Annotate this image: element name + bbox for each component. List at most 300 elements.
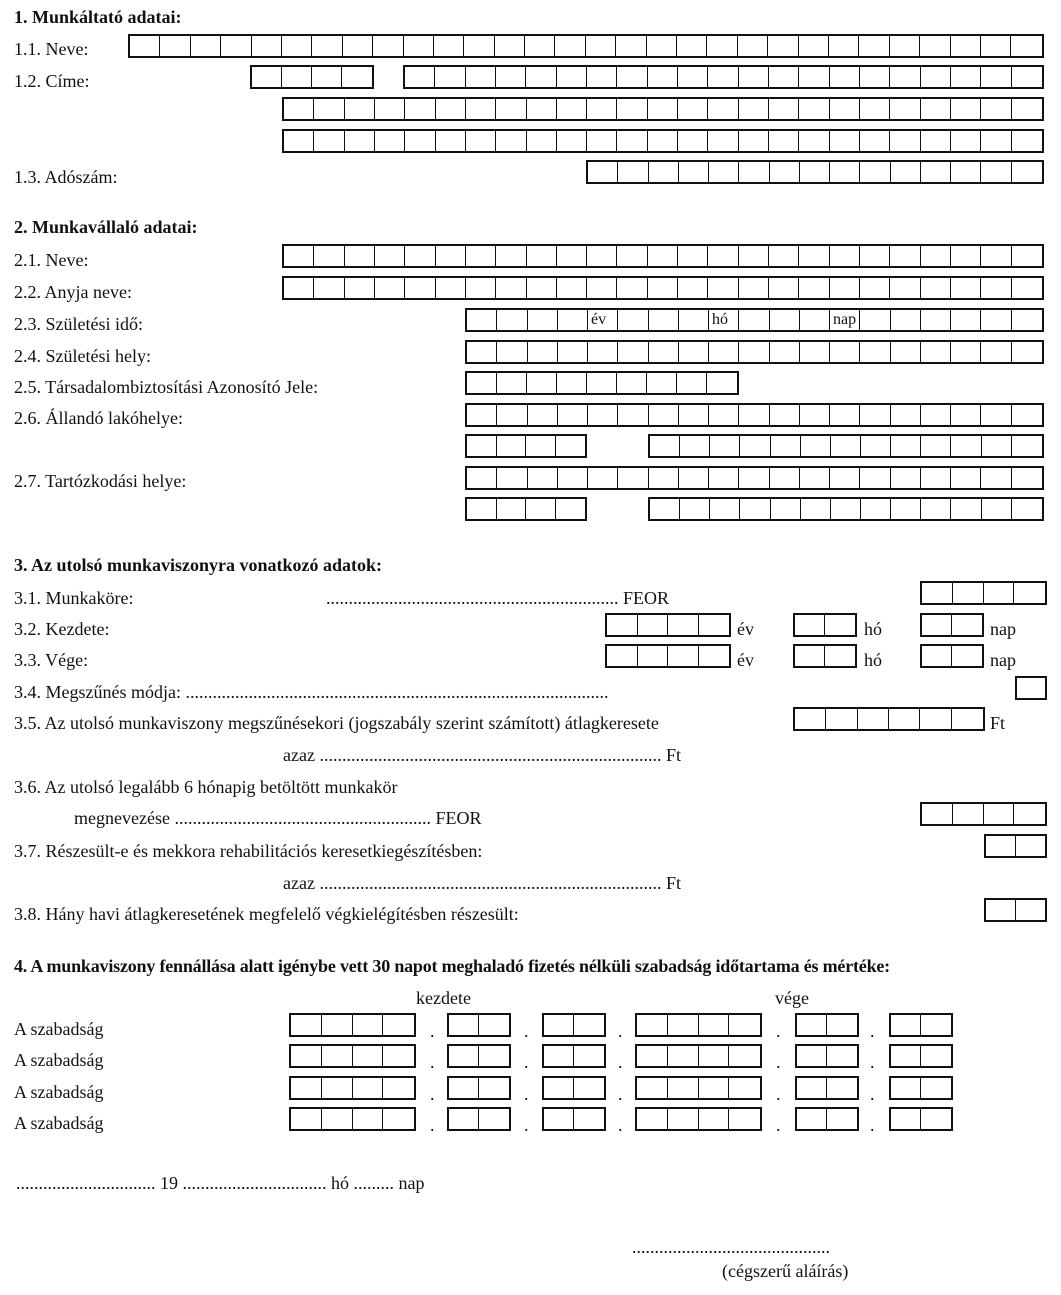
input-box[interactable] [322, 1078, 353, 1098]
input-box[interactable] [729, 1078, 760, 1098]
input-box[interactable] [860, 131, 890, 151]
input-box[interactable] [825, 646, 855, 666]
input-box[interactable] [769, 99, 799, 119]
input-box[interactable] [557, 99, 587, 119]
input-box[interactable] [464, 36, 494, 56]
input-box[interactable] [981, 310, 1011, 330]
input-box[interactable] [617, 246, 647, 266]
input-box[interactable] [637, 1046, 668, 1066]
input-box[interactable] [699, 1046, 730, 1066]
input-box[interactable] [770, 405, 800, 425]
input-box[interactable] [739, 67, 769, 87]
input-box[interactable] [528, 342, 558, 362]
input-box[interactable] [322, 1109, 353, 1129]
input-box[interactable] [466, 278, 496, 298]
rehab-words-line[interactable]: azaz ............................................................................ Ft [283, 873, 681, 893]
input-box[interactable] [891, 499, 921, 519]
six-month-job-line[interactable]: megnevezése ......................................................... FEOR [74, 808, 482, 828]
input-box[interactable] [497, 436, 527, 456]
input-box[interactable] [405, 131, 435, 151]
input-box[interactable] [252, 36, 282, 56]
taj-boxes[interactable] [465, 371, 739, 395]
input-box[interactable] [526, 499, 556, 519]
input-box[interactable] [160, 36, 190, 56]
input-box[interactable] [921, 310, 951, 330]
input-box[interactable] [709, 342, 739, 362]
input-box[interactable] [860, 99, 890, 119]
input-box[interactable] [922, 615, 952, 635]
input-box[interactable] [291, 1046, 322, 1066]
input-box[interactable] [649, 468, 679, 488]
input-box[interactable] [467, 373, 497, 393]
input-box[interactable] [801, 499, 831, 519]
input-box[interactable] [921, 436, 951, 456]
input-box[interactable] [699, 615, 730, 635]
input-box[interactable] [588, 405, 618, 425]
input-box[interactable] [353, 1015, 384, 1035]
input-box[interactable] [345, 99, 375, 119]
input-box[interactable] [771, 499, 801, 519]
input-box[interactable] [449, 1109, 479, 1129]
input-box[interactable] [525, 36, 555, 56]
input-box[interactable] [891, 1109, 921, 1129]
input-box[interactable] [405, 278, 435, 298]
input-box[interactable] [830, 246, 860, 266]
input-box[interactable] [618, 342, 648, 362]
avg-earnings-boxes[interactable] [793, 707, 985, 731]
input-box[interactable] [1012, 131, 1042, 151]
input-box[interactable] [528, 468, 558, 488]
input-box[interactable] [768, 36, 798, 56]
input-box[interactable] [795, 646, 825, 666]
input-box[interactable] [981, 342, 1011, 362]
input-box[interactable] [527, 373, 557, 393]
input-box[interactable] [497, 310, 527, 330]
input-box[interactable] [769, 131, 799, 151]
input-box[interactable] [951, 36, 981, 56]
input-box[interactable] [668, 1015, 699, 1035]
leave-start-year-boxes[interactable] [289, 1044, 416, 1068]
input-box[interactable] [587, 373, 617, 393]
input-box[interactable] [1012, 342, 1042, 362]
input-box[interactable] [618, 162, 648, 182]
employer-street-boxes[interactable] [282, 97, 1044, 121]
input-box[interactable] [921, 246, 951, 266]
input-box[interactable] [921, 468, 951, 488]
input-box[interactable] [860, 310, 890, 330]
input-box[interactable] [678, 67, 708, 87]
input-box[interactable] [1012, 499, 1042, 519]
input-box[interactable] [467, 405, 497, 425]
input-box[interactable] [375, 131, 405, 151]
input-box[interactable] [345, 278, 375, 298]
input-box[interactable] [555, 36, 585, 56]
input-box[interactable] [436, 278, 466, 298]
input-box[interactable] [921, 405, 951, 425]
input-box[interactable] [587, 99, 617, 119]
input-box[interactable] [291, 1015, 322, 1035]
start-month-boxes[interactable] [793, 613, 857, 637]
input-box[interactable] [479, 1015, 509, 1035]
input-box[interactable] [558, 468, 588, 488]
input-box[interactable] [830, 162, 860, 182]
input-box[interactable] [861, 436, 891, 456]
input-box[interactable] [617, 99, 647, 119]
input-box[interactable] [739, 99, 769, 119]
input-box[interactable] [891, 1015, 921, 1035]
input-box[interactable] [648, 99, 678, 119]
input-box[interactable] [861, 499, 891, 519]
temporary-city-boxes[interactable] [648, 497, 1044, 521]
input-box[interactable] [951, 67, 981, 87]
input-box[interactable] [739, 278, 769, 298]
input-box[interactable] [795, 709, 826, 729]
temporary-zip-boxes[interactable] [465, 497, 587, 521]
input-box[interactable] [699, 1078, 730, 1098]
end-day-boxes[interactable] [920, 644, 984, 668]
input-box[interactable] [479, 1109, 509, 1129]
input-box[interactable] [830, 99, 860, 119]
input-box[interactable] [951, 310, 981, 330]
input-box[interactable] [921, 162, 951, 182]
input-box[interactable] [953, 804, 984, 824]
input-box[interactable] [984, 804, 1015, 824]
input-box[interactable] [799, 278, 829, 298]
input-box[interactable] [710, 436, 740, 456]
box-caption[interactable]: hó [709, 310, 739, 330]
six-month-feor-boxes[interactable] [920, 802, 1047, 826]
input-box[interactable] [649, 310, 679, 330]
input-box[interactable] [799, 131, 829, 151]
input-box[interactable] [1012, 278, 1042, 298]
input-box[interactable] [1016, 900, 1046, 920]
input-box[interactable] [467, 436, 497, 456]
input-box[interactable] [618, 405, 648, 425]
input-box[interactable] [650, 499, 680, 519]
input-box[interactable] [891, 468, 921, 488]
leave-end-month-boxes[interactable] [795, 1076, 859, 1100]
input-box[interactable] [497, 405, 527, 425]
input-box[interactable] [986, 900, 1016, 920]
input-box[interactable] [890, 246, 920, 266]
input-box[interactable] [375, 99, 405, 119]
input-box[interactable] [981, 36, 1011, 56]
input-box[interactable] [860, 468, 890, 488]
leave-end-day-boxes[interactable] [889, 1107, 953, 1131]
tax-number-boxes[interactable] [586, 160, 1044, 184]
input-box[interactable] [826, 709, 857, 729]
employer-zip-boxes[interactable] [250, 65, 374, 89]
input-box[interactable] [860, 342, 890, 362]
input-box[interactable] [607, 646, 638, 666]
input-box[interactable] [981, 278, 1011, 298]
input-box[interactable] [740, 436, 770, 456]
input-box[interactable] [528, 310, 558, 330]
leave-start-day-boxes[interactable] [542, 1013, 606, 1037]
input-box[interactable] [558, 310, 588, 330]
input-box[interactable] [586, 36, 616, 56]
mother-name-boxes[interactable] [282, 276, 1044, 300]
input-box[interactable] [668, 615, 699, 635]
input-box[interactable] [739, 162, 769, 182]
input-box[interactable] [544, 1015, 574, 1035]
input-box[interactable] [795, 615, 825, 635]
input-box[interactable] [921, 1109, 951, 1129]
input-box[interactable] [699, 646, 730, 666]
input-box[interactable] [284, 278, 314, 298]
input-box[interactable] [1012, 436, 1042, 456]
input-box[interactable] [373, 36, 403, 56]
input-box[interactable] [405, 246, 435, 266]
input-box[interactable] [981, 67, 1011, 87]
input-box[interactable] [284, 99, 314, 119]
input-box[interactable] [588, 468, 618, 488]
input-box[interactable] [860, 405, 890, 425]
input-box[interactable] [449, 1046, 479, 1066]
input-box[interactable] [557, 246, 587, 266]
input-box[interactable] [860, 67, 890, 87]
input-box[interactable] [890, 131, 920, 151]
input-box[interactable] [343, 36, 373, 56]
input-box[interactable] [951, 499, 981, 519]
input-box[interactable] [556, 499, 586, 519]
input-box[interactable] [739, 246, 769, 266]
input-box[interactable] [922, 804, 953, 824]
input-box[interactable] [891, 310, 921, 330]
leave-start-year-boxes[interactable] [289, 1076, 416, 1100]
leave-start-month-boxes[interactable] [447, 1107, 511, 1131]
input-box[interactable] [1014, 583, 1045, 603]
input-box[interactable] [617, 131, 647, 151]
input-box[interactable] [679, 310, 709, 330]
input-box[interactable] [617, 373, 647, 393]
birth-date-boxes[interactable] [465, 308, 1044, 332]
termination-box[interactable] [1015, 676, 1047, 700]
input-box[interactable] [982, 499, 1012, 519]
input-box[interactable] [284, 246, 314, 266]
input-box[interactable] [526, 436, 556, 456]
input-box[interactable] [707, 373, 737, 393]
input-box[interactable] [891, 436, 921, 456]
input-box[interactable] [860, 246, 890, 266]
input-box[interactable] [1012, 99, 1042, 119]
employer-city-boxes[interactable] [403, 65, 1044, 89]
input-box[interactable] [1016, 836, 1046, 856]
box-caption[interactable]: év [588, 310, 618, 330]
input-box[interactable] [574, 1109, 604, 1129]
input-box[interactable] [496, 131, 526, 151]
input-box[interactable] [831, 436, 861, 456]
leave-end-year-boxes[interactable] [635, 1107, 762, 1131]
input-box[interactable] [890, 67, 920, 87]
input-box[interactable] [588, 162, 618, 182]
input-box[interactable] [1014, 804, 1045, 824]
input-box[interactable] [771, 436, 801, 456]
input-box[interactable] [647, 373, 677, 393]
input-box[interactable] [801, 436, 831, 456]
input-box[interactable] [466, 246, 496, 266]
input-box[interactable] [860, 278, 890, 298]
input-box[interactable] [729, 1109, 760, 1129]
input-box[interactable] [952, 709, 983, 729]
input-box[interactable] [405, 67, 435, 87]
input-box[interactable] [679, 342, 709, 362]
start-year-boxes[interactable] [605, 613, 731, 637]
input-box[interactable] [1012, 246, 1042, 266]
input-box[interactable] [449, 1078, 479, 1098]
input-box[interactable] [770, 342, 800, 362]
leave-start-year-boxes[interactable] [289, 1107, 416, 1131]
leave-end-month-boxes[interactable] [795, 1044, 859, 1068]
input-box[interactable] [221, 36, 251, 56]
input-box[interactable] [800, 405, 830, 425]
input-box[interactable] [830, 405, 860, 425]
input-box[interactable] [890, 99, 920, 119]
input-box[interactable] [383, 1109, 414, 1129]
input-box[interactable] [1012, 468, 1042, 488]
input-box[interactable] [345, 131, 375, 151]
input-box[interactable] [951, 131, 981, 151]
input-box[interactable] [650, 436, 680, 456]
input-box[interactable] [680, 499, 710, 519]
input-box[interactable] [738, 36, 768, 56]
input-box[interactable] [891, 162, 921, 182]
input-box[interactable] [739, 468, 769, 488]
input-box[interactable] [739, 405, 769, 425]
input-box[interactable] [648, 67, 678, 87]
input-box[interactable] [981, 131, 1011, 151]
input-box[interactable] [375, 278, 405, 298]
input-box[interactable] [829, 36, 859, 56]
input-box[interactable] [922, 646, 952, 666]
input-box[interactable] [353, 1078, 384, 1098]
input-box[interactable] [383, 1046, 414, 1066]
input-box[interactable] [668, 1046, 699, 1066]
input-box[interactable] [984, 583, 1015, 603]
input-box[interactable] [648, 278, 678, 298]
input-box[interactable] [981, 468, 1011, 488]
input-box[interactable] [797, 1109, 827, 1129]
input-box[interactable] [345, 246, 375, 266]
input-box[interactable] [678, 99, 708, 119]
input-box[interactable] [496, 99, 526, 119]
input-box[interactable] [649, 405, 679, 425]
leave-start-month-boxes[interactable] [447, 1044, 511, 1068]
permanent-city-boxes[interactable] [648, 434, 1044, 458]
input-box[interactable] [699, 1109, 730, 1129]
input-box[interactable] [466, 67, 496, 87]
birth-place-boxes[interactable] [465, 340, 1044, 364]
input-box[interactable] [466, 131, 496, 151]
input-box[interactable] [951, 278, 981, 298]
input-box[interactable] [831, 499, 861, 519]
input-box[interactable] [890, 278, 920, 298]
input-box[interactable] [375, 246, 405, 266]
input-box[interactable] [709, 468, 739, 488]
input-box[interactable] [740, 499, 770, 519]
input-box[interactable] [617, 67, 647, 87]
input-box[interactable] [497, 468, 527, 488]
input-box[interactable] [860, 162, 890, 182]
input-box[interactable] [467, 310, 497, 330]
input-box[interactable] [544, 1046, 574, 1066]
input-box[interactable] [769, 67, 799, 87]
leave-end-year-boxes[interactable] [635, 1013, 762, 1037]
input-box[interactable] [709, 405, 739, 425]
input-box[interactable] [574, 1015, 604, 1035]
input-box[interactable] [353, 1046, 384, 1066]
input-box[interactable] [890, 36, 920, 56]
input-box[interactable] [921, 1015, 951, 1035]
input-box[interactable] [467, 499, 497, 519]
input-box[interactable] [291, 1078, 322, 1098]
leave-start-day-boxes[interactable] [542, 1107, 606, 1131]
input-box[interactable] [830, 67, 860, 87]
input-box[interactable] [556, 436, 586, 456]
input-box[interactable] [769, 246, 799, 266]
input-box[interactable] [800, 342, 830, 362]
input-box[interactable] [800, 162, 830, 182]
input-box[interactable] [729, 1046, 760, 1066]
input-box[interactable] [479, 1046, 509, 1066]
input-box[interactable] [799, 67, 829, 87]
input-box[interactable] [680, 436, 710, 456]
input-box[interactable] [981, 162, 1011, 182]
input-box[interactable] [558, 405, 588, 425]
input-box[interactable] [858, 709, 889, 729]
input-box[interactable] [709, 162, 739, 182]
input-box[interactable] [981, 246, 1011, 266]
leave-end-day-boxes[interactable] [889, 1044, 953, 1068]
input-box[interactable] [648, 246, 678, 266]
input-box[interactable] [921, 1046, 951, 1066]
input-box[interactable] [708, 246, 738, 266]
input-box[interactable] [496, 246, 526, 266]
input-box[interactable] [921, 131, 951, 151]
input-box[interactable] [435, 67, 465, 87]
input-box[interactable] [1012, 67, 1042, 87]
input-box[interactable] [679, 468, 709, 488]
input-box[interactable] [708, 131, 738, 151]
input-box[interactable] [982, 436, 1012, 456]
input-box[interactable] [648, 131, 678, 151]
input-box[interactable] [827, 1015, 857, 1035]
severance-boxes[interactable] [984, 898, 1047, 922]
input-box[interactable] [679, 405, 709, 425]
input-box[interactable] [436, 99, 466, 119]
input-box[interactable] [322, 1015, 353, 1035]
input-box[interactable] [769, 278, 799, 298]
input-box[interactable] [526, 67, 556, 87]
input-box[interactable] [618, 468, 648, 488]
input-box[interactable] [649, 342, 679, 362]
input-box[interactable] [587, 278, 617, 298]
employee-name-boxes[interactable] [282, 244, 1044, 268]
input-box[interactable] [557, 131, 587, 151]
input-box[interactable] [479, 1078, 509, 1098]
input-box[interactable] [739, 131, 769, 151]
job-feor-boxes[interactable] [920, 581, 1047, 605]
input-box[interactable] [649, 162, 679, 182]
input-box[interactable] [617, 278, 647, 298]
input-box[interactable] [678, 131, 708, 151]
avg-earnings-words-line[interactable]: azaz ............................................................................ Ft [283, 745, 681, 765]
employer-street-boxes-2[interactable] [282, 129, 1044, 153]
input-box[interactable] [558, 342, 588, 362]
input-box[interactable] [496, 278, 526, 298]
input-box[interactable] [891, 1046, 921, 1066]
input-box[interactable] [797, 1078, 827, 1098]
